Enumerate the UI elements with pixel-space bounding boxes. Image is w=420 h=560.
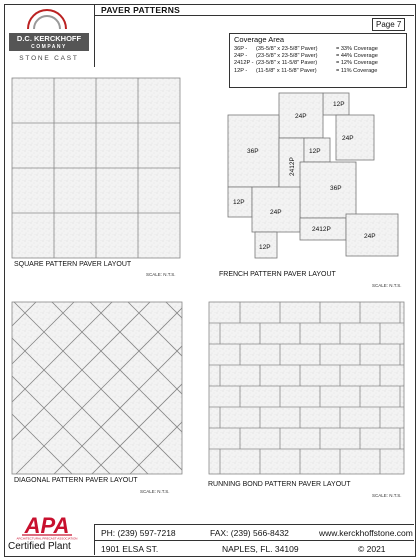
page-number: Page 7 xyxy=(372,18,405,31)
french-caption: FRENCH PATTERN PAVER LAYOUT xyxy=(219,271,336,278)
french-label-2412p: 2412P xyxy=(289,157,296,176)
footer-website[interactable]: www.kerckhoffstone.com xyxy=(319,528,413,538)
coverage-code: 12P - xyxy=(234,67,248,74)
square-scale: SCALE: N.T.S. xyxy=(146,272,176,277)
diagonal-caption: DIAGONAL PATTERN PAVER LAYOUT xyxy=(14,477,138,484)
document-title: PAVER PATTERNS xyxy=(101,5,181,15)
logo-name-text: D.C. KERCKHOFF xyxy=(16,34,82,43)
french-label-12p: 12P xyxy=(333,101,345,108)
coverage-pct: = 44% Coverage xyxy=(336,53,378,60)
footer-phone: PH: (239) 597-7218 xyxy=(101,528,176,538)
coverage-pct: = 33% Coverage xyxy=(336,46,378,52)
french-label-36p: 36P xyxy=(247,148,259,155)
coverage-size: (23-5/8" x 23-5/8" Paver) xyxy=(256,53,318,60)
french-label-24p: 24P xyxy=(295,113,307,120)
french-label-2412p: 2412P xyxy=(312,226,331,233)
coverage-code: 36P - xyxy=(234,46,248,52)
apa-logo-icon xyxy=(16,513,78,541)
coverage-size: (35-5/8" x 23-5/8" Paver) xyxy=(256,46,318,52)
footer-street: 1901 ELSA ST. xyxy=(101,544,159,554)
running-scale: SCALE: N.T.S. xyxy=(372,493,402,498)
footer-fax: FAX: (239) 566-8432 xyxy=(210,528,289,538)
footer-copyright: © 2021 xyxy=(358,544,386,554)
coverage-size: (11-5/8" x 11-5/8" Paver) xyxy=(256,67,317,74)
french-label-24p: 24P xyxy=(364,233,376,240)
running-caption: RUNNING BOND PATTERN PAVER LAYOUT xyxy=(208,481,351,488)
coverage-pct: = 11% Coverage xyxy=(336,67,378,74)
coverage-size: (23-5/8" x 11-5/8" Paver) xyxy=(256,60,318,67)
logo-sub-text: COMPANY xyxy=(31,44,67,50)
french-label-12p: 12P xyxy=(259,244,271,251)
footer-rule xyxy=(94,524,414,525)
french-label-12p: 12P xyxy=(309,148,321,155)
footer-mid-rule xyxy=(94,540,414,541)
footer-city: NAPLES, FL. 34109 xyxy=(222,544,299,554)
diagonal-scale: SCALE: N.T.S. xyxy=(140,489,170,494)
coverage-code: 24P - xyxy=(234,53,248,60)
coverage-pct: = 12% Coverage xyxy=(336,60,378,67)
coverage-code: 2412P - xyxy=(234,60,254,67)
apa-logo-text: APA xyxy=(24,513,70,538)
french-scale: SCALE: N.T.S. xyxy=(372,283,402,288)
french-label-36p: 36P xyxy=(330,185,342,192)
french-label-12p: 12P xyxy=(233,199,245,206)
certified-plant: Certified Plant xyxy=(8,541,71,552)
logo-tagline: STONE CAST xyxy=(19,55,79,62)
running-bond-pattern xyxy=(209,302,404,474)
coverage-title: Coverage Area xyxy=(234,35,285,44)
apa-logo-sub: ARCHITECTURAL PRECAST ASSOCIATION xyxy=(16,536,78,541)
square-pattern xyxy=(12,78,180,258)
french-label-24p: 24P xyxy=(270,209,282,216)
square-caption: SQUARE PATTERN PAVER LAYOUT xyxy=(14,261,132,268)
footer-divider xyxy=(94,524,95,555)
french-label-24p: 24P xyxy=(342,135,354,142)
